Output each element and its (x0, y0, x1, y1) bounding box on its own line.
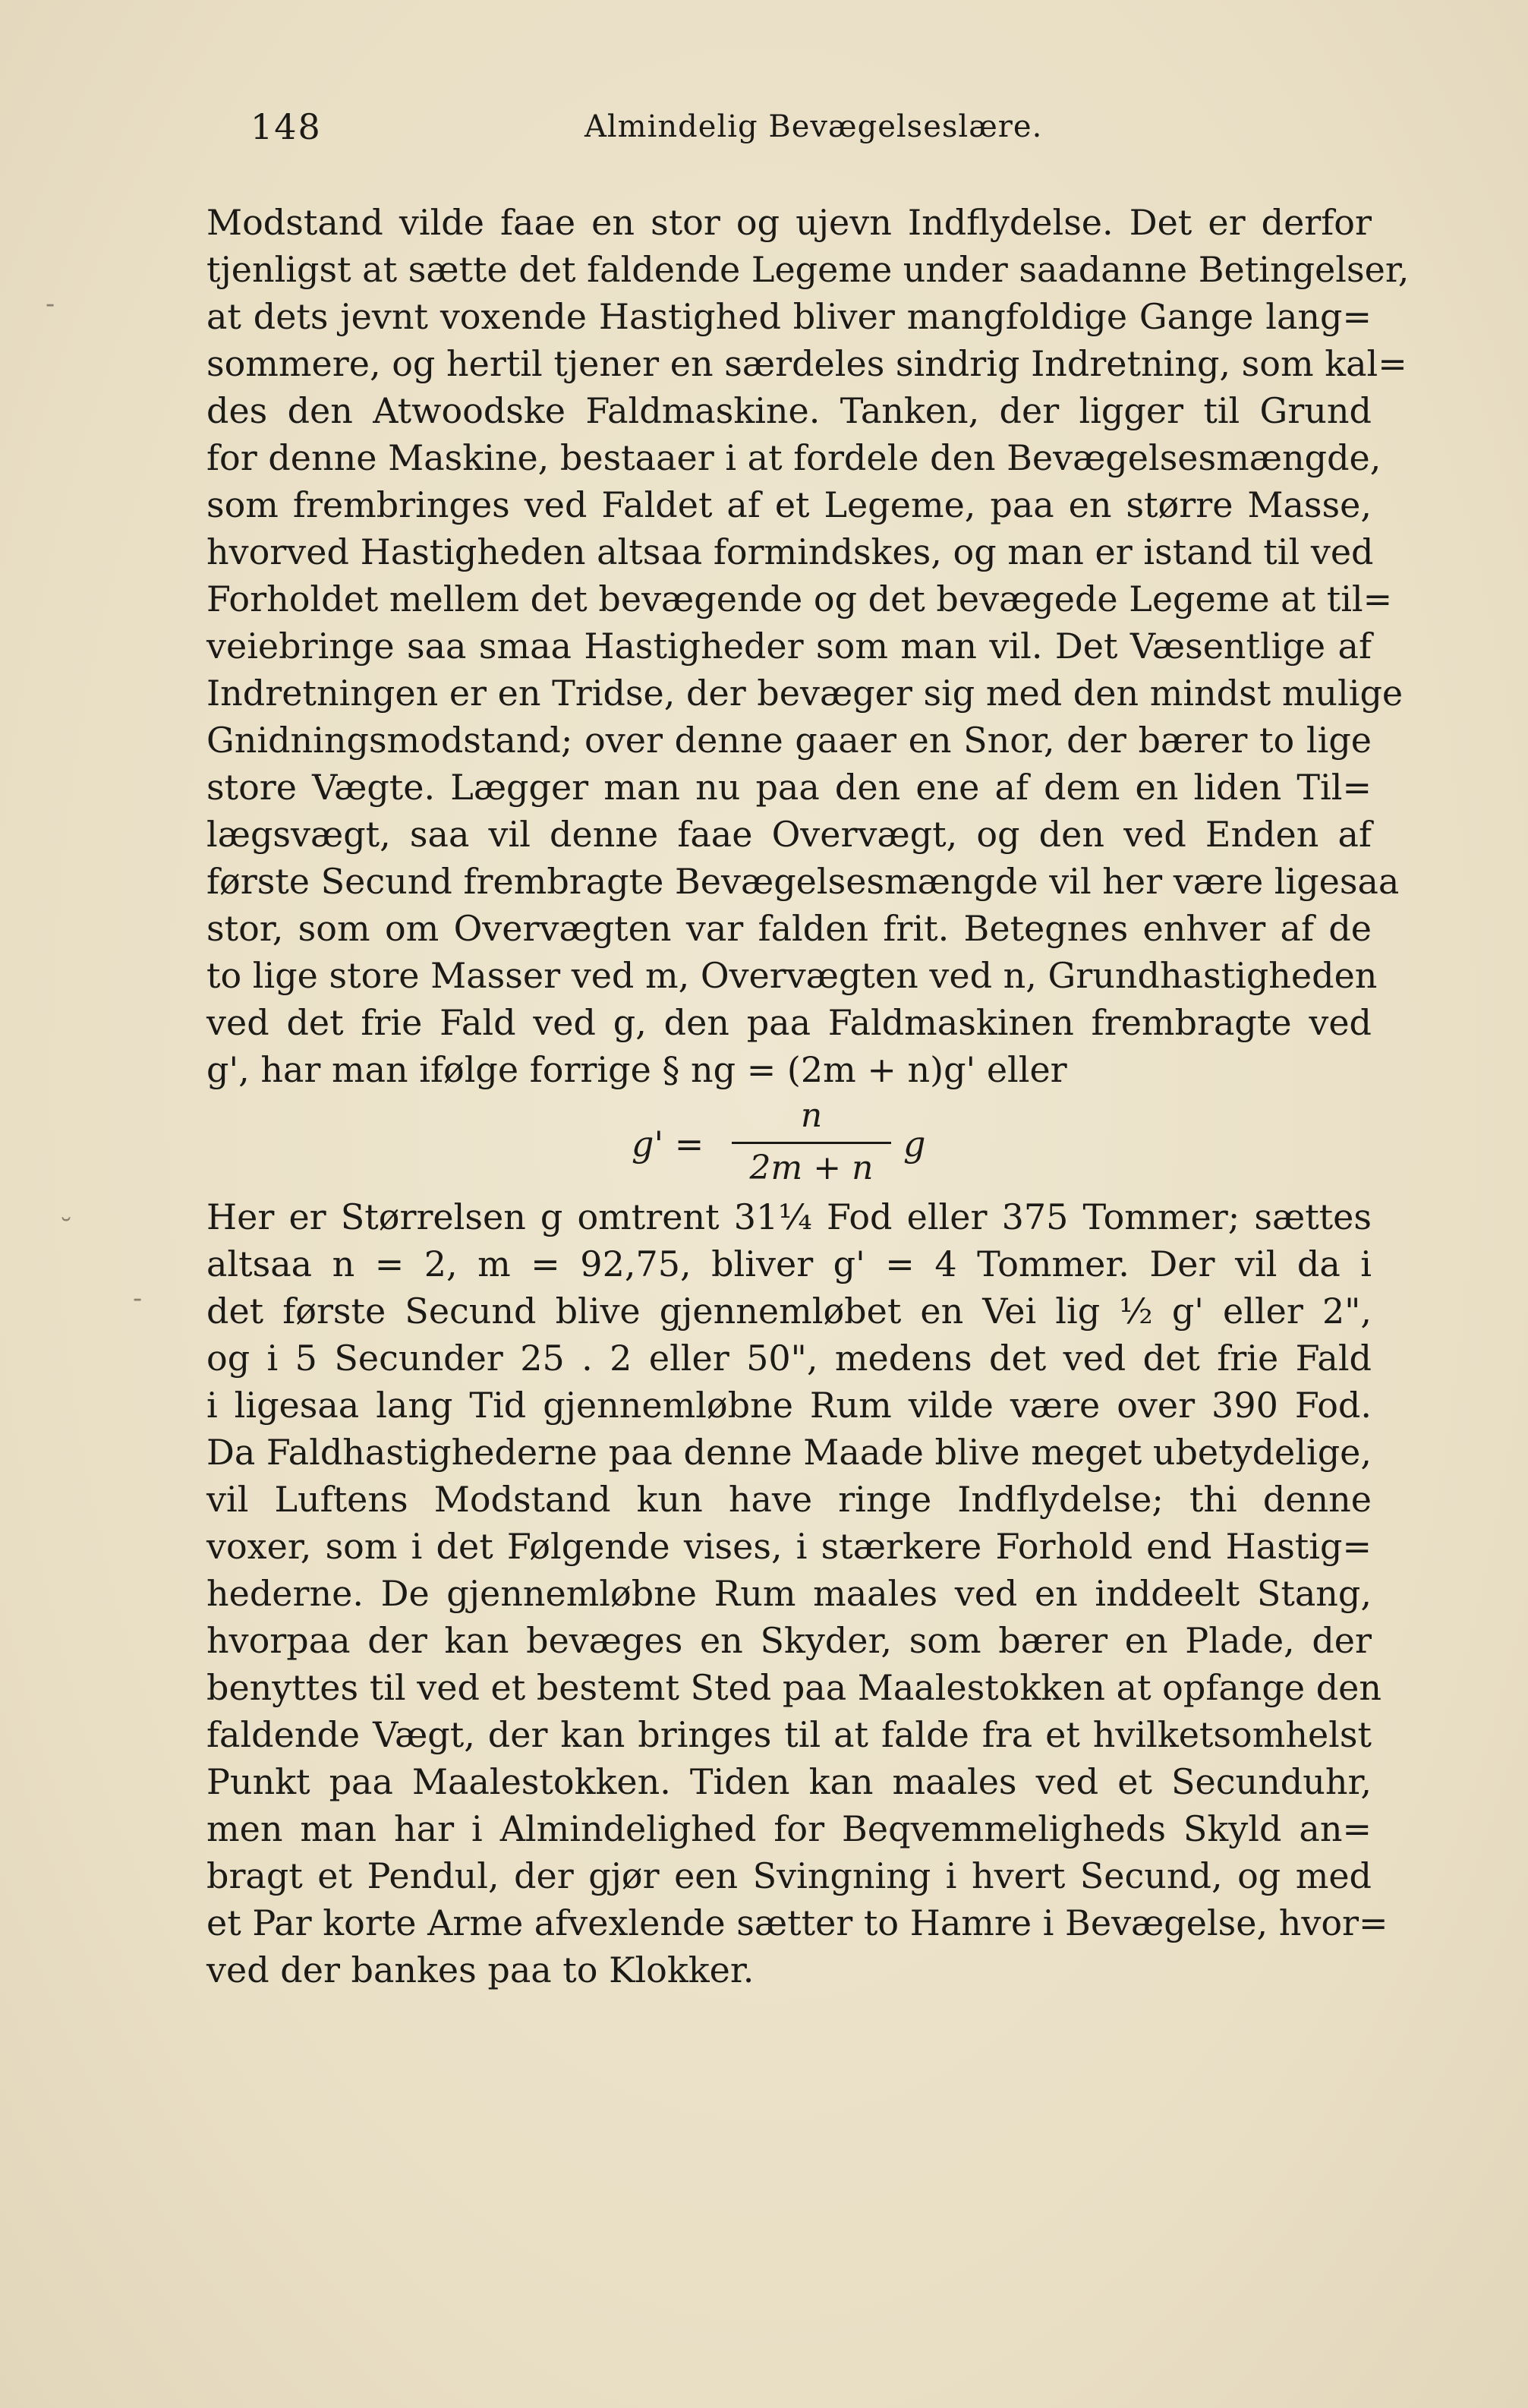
formula-lhs: g' = (632, 1124, 704, 1165)
page-number: 148 (250, 106, 322, 147)
text-line: faldende Vægt, der kan bringes til at falde fra et hvilketsomhelst (206, 1714, 1372, 1755)
text-line: Modstand vilde faae en stor og ujevn Indflydelse. Det er derfor (206, 202, 1372, 243)
text-line: hederne. De gjennemløbne Rum maales ved en inddeelt Stang, (206, 1573, 1372, 1614)
text-line: to lige store Masser ved m, Overvægten ved n, Grundhastigheden (206, 955, 1378, 996)
text-line: hvorpaa der kan bevæges en Skyder, som bærer en Plade, der (206, 1620, 1372, 1661)
text-line: veiebringe saa smaa Hastigheder som man vil. Det Væsentlige af (206, 626, 1372, 667)
text-line: voxer, som i det Følgende vises, i stærkere Forhold end Hastig= (206, 1526, 1372, 1567)
text-line: det første Secund blive gjennemløbet en Vei lig ½ g' eller 2", (206, 1291, 1372, 1332)
text-line: ved det frie Fald ved g, den paa Faldmaskinen frembragte ved (206, 1002, 1372, 1043)
margin-dash: - (133, 1283, 143, 1314)
page-header (250, 106, 1366, 152)
text-line: i ligesaa lang Tid gjennemløbne Rum vilde være over 390 Fod. (206, 1385, 1372, 1426)
formula-rhs: g (903, 1124, 926, 1165)
formula (206, 1093, 1372, 1193)
text-line: Da Faldhastighederne paa denne Maade blive meget ubetydelige, (206, 1432, 1372, 1473)
margin-dash: - (46, 288, 55, 320)
running-title: Almindelig Bevægelseslære. (584, 109, 1043, 144)
text-line: for denne Maskine, bestaaer i at fordele den Bevægelsesmængde, (206, 437, 1382, 478)
text-line: altsaa n = 2, m = 92,75, bliver g' = 4 Tommer. Der vil da i (206, 1243, 1372, 1284)
margin-mark: ˘ (59, 1215, 73, 1246)
text-line: Indretningen er en Tridse, der bevæger sig med den mindst mulige (206, 673, 1404, 714)
text-line: sommere, og hertil tjener en særdeles sindrig Indretning, som kal= (206, 343, 1407, 384)
text-line: Gnidningsmodstand; over denne gaaer en Snor, der bærer to lige (206, 720, 1372, 761)
text-line: tjenligst at sætte det faldende Legeme under saadanne Betingelser, (206, 249, 1410, 290)
text-line: benyttes til ved et bestemt Sted paa Maalestokken at opfange den (206, 1667, 1382, 1708)
text-line: første Secund frembragte Bevægelsesmængde vil her være ligesaa (206, 861, 1400, 902)
text-line: g', har man ifølge forrige § ng = (2m + n)g' eller (206, 1049, 1067, 1090)
text-line: et Par korte Arme afvexlende sætter to Hamre i Bevægelse, hvor= (206, 1902, 1388, 1943)
text-line: Her er Størrelsen g omtrent 31¼ Fod eller 375 Tommer; sættes (206, 1196, 1372, 1237)
text-line: Forholdet mellem det bevægende og det bevægede Legeme at til= (206, 578, 1393, 619)
text-line: at dets jevnt voxende Hastighed bliver mangfoldige Gange lang= (206, 296, 1372, 337)
text-line: Punkt paa Maalestokken. Tiden kan maales ved et Secunduhr, (206, 1761, 1372, 1802)
text-line: men man har i Almindelighed for Beqvemmeligheds Skyld an= (206, 1808, 1372, 1849)
formula-fraction (732, 1095, 891, 1190)
text-line: bragt et Pendul, der gjør een Svingning i hvert Secund, og med (206, 1855, 1372, 1896)
text-line: som frembringes ved Faldet af et Legeme, paa en større Masse, (206, 484, 1372, 525)
body-text (206, 199, 1410, 1994)
text-line: lægsvægt, saa vil denne faae Overvægt, og den ved Enden af (206, 814, 1372, 855)
text-line: stor, som om Overvægten var falden frit. Betegnes enhver af de (206, 908, 1372, 949)
text-line: vil Luftens Modstand kun have ringe Indflydelse; thi denne (206, 1479, 1372, 1520)
text-line: des den Atwoodske Faldmaskine. Tanken, der ligger til Grund (206, 390, 1372, 431)
formula-numerator: n (800, 1096, 823, 1135)
text-line: og i 5 Secunder 25 . 2 eller 50", medens det ved det frie Fald (206, 1338, 1372, 1379)
text-line: store Vægte. Lægger man nu paa den ene af dem en liden Til= (206, 767, 1372, 808)
formula-denominator: 2m + n (749, 1149, 874, 1187)
fraction-bar (732, 1142, 891, 1144)
text-line: hvorved Hastigheden altsaa formindskes, og man er istand til ved (206, 531, 1374, 572)
text-line: ved der bankes paa to Klokker. (206, 1949, 755, 1990)
